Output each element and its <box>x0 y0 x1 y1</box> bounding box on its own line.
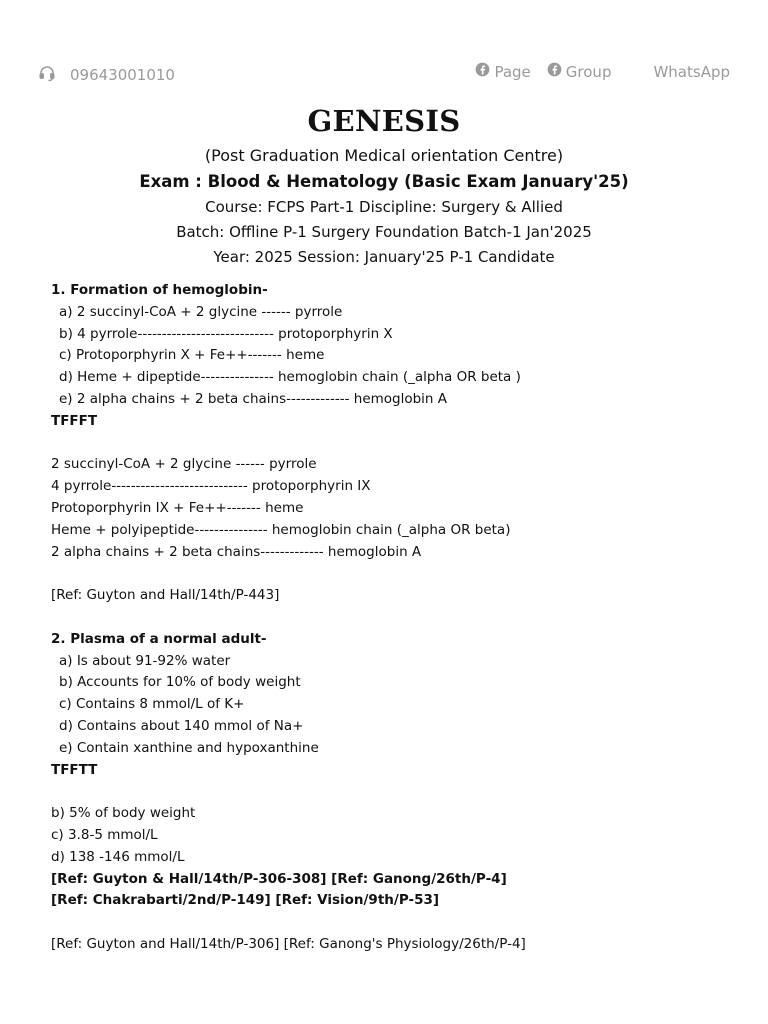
phone-number[interactable]: 09643001010 <box>70 66 175 84</box>
reference-line: [Ref: Guyton and Hall/14th/P-443] <box>51 587 280 604</box>
explanation-line: 2 alpha chains + 2 beta chains------------- hemoglobin A <box>51 543 422 560</box>
option-item: e) 2 alpha chains + 2 beta chains------------- hemoglobin A <box>59 390 448 407</box>
option-item: e) Contain xanthine and hypoxanthine <box>59 739 319 756</box>
exam-title: Exam : Blood & Hematology (Basic Exam January'25) <box>139 172 629 191</box>
facebook-page-link[interactable] <box>475 62 530 81</box>
spacer <box>51 912 741 934</box>
explanation-line: Protoporphyrin IX + Fe++------- heme <box>51 499 304 516</box>
explanation-line: 4 pyrrole---------------------------- protoporphyrin IX <box>51 478 371 495</box>
document-header <box>0 102 768 270</box>
bold-reference-line: [Ref: Guyton & Hall/14th/P-306-308] [Ref: Ganong/26th/P-4] <box>51 870 507 887</box>
social-links <box>475 62 730 81</box>
answer-key: TFFTT <box>51 761 98 778</box>
spacer <box>51 563 741 585</box>
question-block <box>51 629 741 956</box>
facebook-group-link[interactable] <box>547 62 612 81</box>
explanation-line: b) 5% of body weight <box>51 805 196 822</box>
option-item: a) Is about 91-92% water <box>59 652 231 669</box>
spacer <box>51 607 741 629</box>
headset-icon <box>38 64 56 86</box>
option-item: b) 4 pyrrole---------------------------- protoporphyrin X <box>59 325 393 342</box>
explanation-line: c) 3.8-5 mmol/L <box>51 826 158 843</box>
page-title: GENESIS <box>307 104 461 138</box>
explanation-line: 2 succinyl-CoA + 2 glycine ------ pyrrole <box>51 456 317 473</box>
spacer <box>51 433 741 455</box>
question-title: 1. Formation of hemoglobin- <box>51 282 268 298</box>
whatsapp-link-label: WhatsApp <box>653 62 730 81</box>
explanation-line: Heme + polyipeptide--------------- hemoglobin chain (_alpha OR beta) <box>51 521 511 538</box>
group-link-label: Group <box>565 62 612 81</box>
whatsapp-link[interactable] <box>653 63 730 81</box>
option-item: c) Contains 8 mmol/L of K+ <box>59 696 245 713</box>
spacer <box>51 781 741 803</box>
page-link-label: Page <box>494 62 531 81</box>
answer-key: TFFFT <box>51 412 98 429</box>
bold-reference-line: [Ref: Chakrabarti/2nd/P-149] [Ref: Vision/9th/P-53] <box>51 892 440 909</box>
option-item: d) Heme + dipeptide--------------- hemoglobin chain (_alpha OR beta ) <box>59 369 521 386</box>
course-info: Course: FCPS Part-1 Discipline: Surgery & Allied <box>205 198 563 216</box>
top-bar <box>38 62 730 86</box>
question-block <box>51 280 741 629</box>
facebook-icon <box>475 62 490 81</box>
reference-line: [Ref: Guyton and Hall/14th/P-306] [Ref: Ganong's Physiology/26th/P-4] <box>51 935 526 952</box>
option-item: b) Accounts for 10% of body weight <box>59 674 301 691</box>
facebook-icon <box>547 62 562 81</box>
phone-contact <box>38 64 175 86</box>
explanation-line: d) 138 -146 mmol/L <box>51 848 185 865</box>
question-title: 2. Plasma of a normal adult- <box>51 630 267 647</box>
year-info: Year: 2025 Session: January'25 P-1 Candidate <box>213 248 555 266</box>
batch-info: Batch: Offline P-1 Surgery Foundation Batch-1 Jan'2025 <box>176 223 592 241</box>
option-item: a) 2 succinyl-CoA + 2 glycine ------ pyrrole <box>59 303 343 320</box>
subtitle: (Post Graduation Medical orientation Centre) <box>204 146 564 165</box>
question-content <box>51 280 741 956</box>
option-item: c) Protoporphyrin X + Fe++------- heme <box>59 347 325 364</box>
option-item: d) Contains about 140 mmol of Na+ <box>59 717 304 734</box>
